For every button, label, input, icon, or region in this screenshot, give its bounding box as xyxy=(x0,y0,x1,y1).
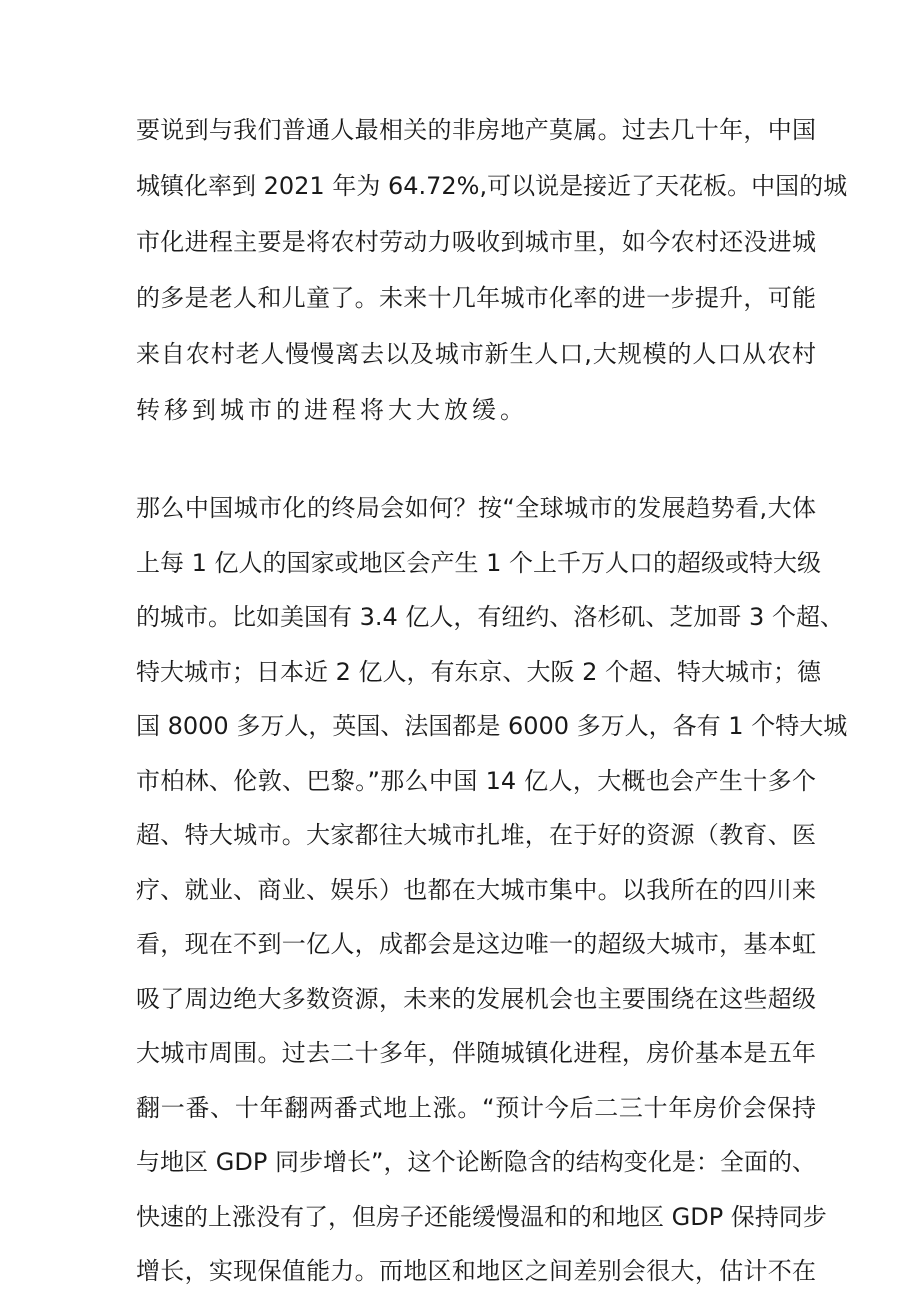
paragraph-1-line-6: 转移到城市的进程将大大放缓。 xyxy=(136,396,528,424)
paragraph-2-line-15: 增长，实现保值能力。而地区和地区之间差别会很大，估计不在 xyxy=(136,1257,816,1285)
paragraph-2-line-10: 吸了周边绝大多数资源，未来的发展机会也主要围绕在这些超级 xyxy=(136,984,816,1013)
paragraph-2-line-1: 那么中国城市化的终局会如何？按“全球城市的发展趋势看,大体 xyxy=(136,494,816,522)
paragraph-2-line-8: 疗、就业、商业、娱乐）也都在大城市集中。以我所在的四川来 xyxy=(136,875,816,904)
paragraph-2-line-14: 快速的上涨没有了，但房子还能缓慢温和的和地区 GDP 保持同步 xyxy=(136,1202,827,1231)
paragraph-2-line-5: 国 8000 多万人，英国、法国都是 6000 多万人，各有 1 个特大城 xyxy=(136,712,848,740)
paragraph-1-line-5: 来自农村老人慢慢离去以及城市新生人口,大规模的人口从农村 xyxy=(136,340,816,368)
paragraph-2-line-12: 翻一番、十年翻两番式地上涨。“预计今后二三十年房价会保持 xyxy=(136,1093,816,1122)
paragraph-2-line-13: 与地区 GDP 同步增长”，这个论断隐含的结构变化是：全面的、 xyxy=(136,1148,816,1176)
paragraph-1-line-2: 城镇化率到 2021 年为 64.72%,可以说是接近了天花板。中国的城 xyxy=(136,172,848,200)
paragraph-2-line-11: 大城市周围。过去二十多年，伴随城镇化进程，房价基本是五年 xyxy=(136,1039,816,1067)
paragraph-1-line-1: 要说到与我们普通人最相关的非房地产莫属。过去几十年，中国 xyxy=(136,116,816,144)
paragraph-2-line-3: 的城市。比如美国有 3.4 亿人，有纽约、洛杉矶、芝加哥 3 个超、 xyxy=(136,603,844,631)
paragraph-1-line-3: 市化进程主要是将农村劳动力吸收到城市里，如今农村还没进城 xyxy=(136,228,816,256)
paragraph-2-line-2: 上每 1 亿人的国家或地区会产生 1 个上千万人口的超级或特大级 xyxy=(136,548,822,577)
paragraph-2-line-9: 看，现在不到一亿人，成都会是这边唯一的超级大城市，基本虹 xyxy=(136,930,816,958)
paragraph-1-line-4: 的多是老人和儿童了。未来十几年城市化率的进一步提升，可能 xyxy=(136,284,816,312)
paragraph-2-line-6: 市柏林、伦敦、巴黎。”那么中国 14 亿人，大概也会产生十多个 xyxy=(136,766,816,795)
paragraph-2-line-4: 特大城市；日本近 2 亿人，有东京、大阪 2 个超、特大城市；德 xyxy=(136,657,822,686)
paragraph-2-line-7: 超、特大城市。大家都往大城市扎堆，在于好的资源（教育、医 xyxy=(136,821,816,849)
